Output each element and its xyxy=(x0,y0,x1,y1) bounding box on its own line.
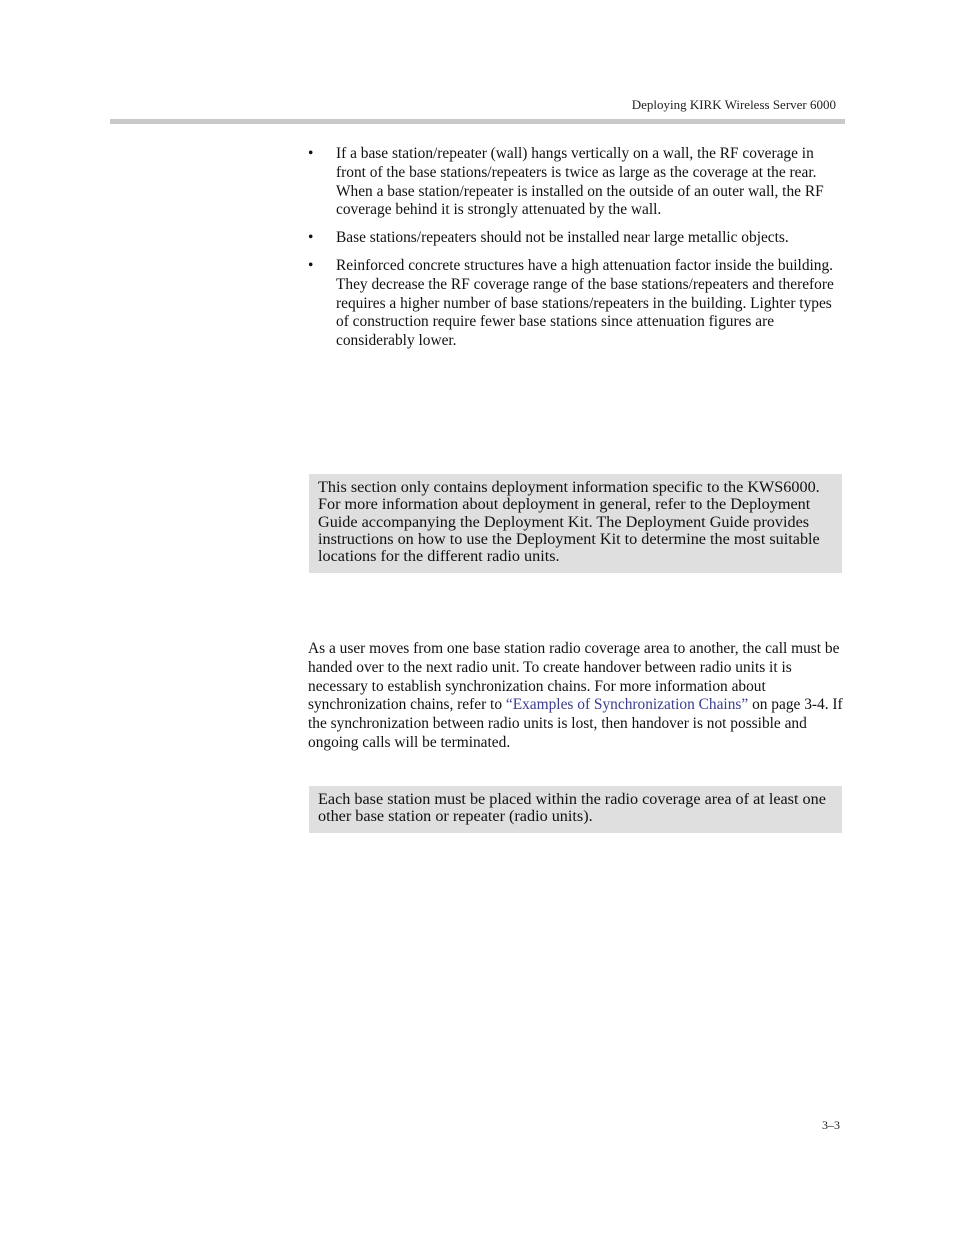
deployment-note: This section only contains deployment information specific to the KWS6000. For more information about deployment in general, refer to the Deployment Guide accompanying the Deployment Kit. The Deployment Guide provides instructions on how to use the Deployment Kit to determine the most suitable locations for the different radio units. xyxy=(309,474,842,573)
bullet-glyph: • xyxy=(308,256,314,274)
list-item-text: Reinforced concrete structures have a high attenuation factor inside the building. They decrease the RF coverage range of the base stations/repeaters and therefore requires a higher number of base stations/repeaters in the building. Lighter types of construction require fewer base stations since attenuation figures are considerably lower. xyxy=(336,256,834,350)
list-item xyxy=(308,229,844,248)
page-number: 3–3 xyxy=(822,1118,840,1132)
header-rule xyxy=(110,119,845,124)
bullet-glyph: • xyxy=(308,229,314,247)
running-header-title: Deploying KIRK Wireless Server 6000 xyxy=(631,97,836,112)
synchronization-chains-link[interactable]: “Examples of Synchronization Chains” xyxy=(505,696,749,714)
list-item-text: Base stations/repeaters should not be installed near large metallic objects. xyxy=(336,229,789,247)
paragraph-text-start: As a user moves from one base station radio coverage area to another, the call must be handed over to the next radio unit. To create handover between radio units it is necessary to establish synchronization chains. For more information about synchronization chains, refer to xyxy=(308,640,840,714)
list-item-text: If a base station/repeater (wall) hangs vertically on a wall, the RF coverage in front of the base stations/repeaters is twice as large as the coverage at the rear. When a base station/repeater is installed on the outside of an outer wall, the RF coverage behind it is strongly attenuated by the wall. xyxy=(336,145,824,219)
handover-paragraph xyxy=(308,640,844,753)
list-item xyxy=(308,145,844,220)
list-item xyxy=(308,257,844,351)
base-station-note: Each base station must be placed within the radio coverage area of at least one other base station or repeater (radio units). xyxy=(309,786,842,833)
paragraph-text-end: on page 3-4. If the synchronization between radio units is lost, then handover is not possible and ongoing calls will be terminated. xyxy=(308,696,843,751)
bullet-list xyxy=(308,145,844,360)
bullet-glyph: • xyxy=(308,145,314,162)
